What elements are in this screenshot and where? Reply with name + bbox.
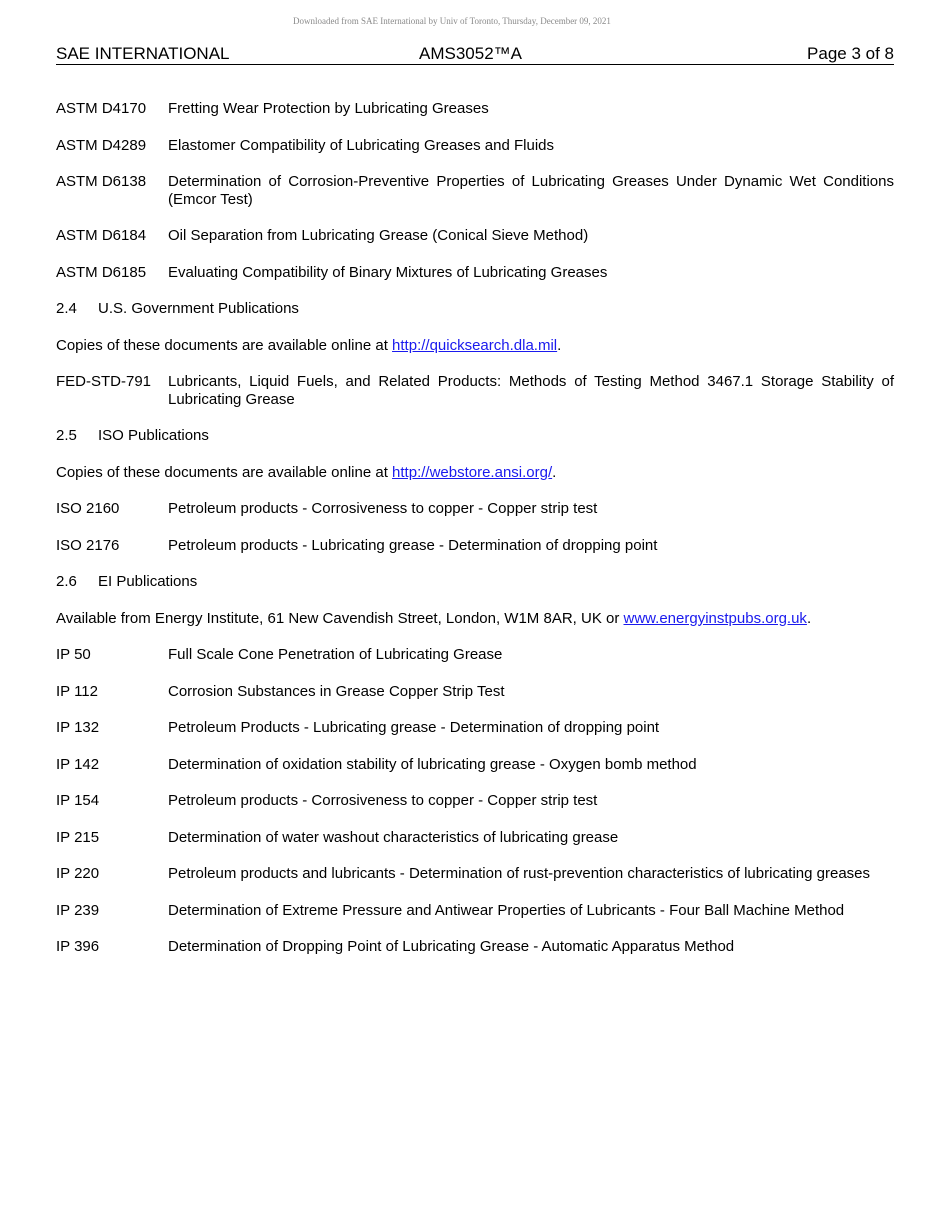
reference-item [56,756,894,774]
section-title: U.S. Government Publications [98,300,299,317]
availability-suffix: . [557,336,562,354]
reference-item [56,137,894,155]
section-heading-2-5 [56,427,894,445]
energyinst-link[interactable]: www.energyinstpubs.org.uk [623,609,807,627]
document-body [56,100,894,975]
reference-code: IP 239 [56,901,100,919]
reference-code: IP 215 [56,828,100,846]
reference-item [56,173,894,208]
reference-item [56,938,894,956]
reference-code: IP 396 [56,938,100,955]
reference-title: Determination of Corrosion-Preventive Properties of Lubricating Greases Under Dynamic Wet Conditions (Emcor Test) [168,173,894,208]
reference-title: Petroleum products - Corrosiveness to copper - Copper strip test [168,792,598,809]
section-heading-2-4 [56,300,894,318]
header-document-id: AMS3052™A [419,44,522,63]
reference-title: Determination of oxidation stability of lubricating grease - Oxygen bomb method [168,755,697,773]
reference-code: ISO 2160 [56,500,120,517]
reference-code: ASTM D6138 [56,173,147,190]
reference-code: ISO 2176 [56,536,120,554]
page-header [56,44,894,65]
reference-item [56,829,894,847]
reference-title: Full Scale Cone Penetration of Lubricating Grease [168,646,503,663]
reference-title: Petroleum products and lubricants - Determination of rust-prevention characteristics of lubricating greases [168,865,870,882]
reference-title: Elastomer Compatibility of Lubricating Greases and Fluids [168,136,555,154]
reference-title: Determination of Dropping Point of Lubricating Grease - Automatic Apparatus Method [168,938,735,955]
availability-suffix: . [806,609,812,627]
reference-item [56,227,894,245]
reference-code: ASTM D6185 [56,263,147,281]
availability-paragraph [56,337,894,355]
reference-code: ASTM D6184 [56,227,147,244]
iso-reference-list [56,500,894,554]
reference-item [56,865,894,883]
reference-item [56,792,894,810]
reference-title: Lubricants, Liquid Fuels, and Related Products: Methods of Testing Method 3467.1 Storage Stability of Lubricating Grease [168,373,894,408]
reference-title: Evaluating Compatibility of Binary Mixtures of Lubricating Greases [168,263,608,281]
reference-title: Oil Separation from Lubricating Grease (Conical Sieve Method) [168,227,589,244]
reference-item [56,902,894,920]
reference-code: IP 112 [56,682,98,700]
ansi-webstore-link[interactable]: http://webstore.ansi.org/ [392,463,553,481]
reference-code: FED-STD-791 [56,373,152,390]
reference-item [56,537,894,555]
section-title: ISO Publications [98,427,209,444]
section-number: 2.4 [56,300,77,317]
reference-code: IP 154 [56,792,100,809]
header-organization: SAE INTERNATIONAL [56,44,230,63]
reference-code: ASTM D4170 [56,100,147,117]
reference-code: ASTM D4289 [56,136,147,154]
download-note: Downloaded from SAE International by Univ of Toronto, Thursday, December 09, 2021 [293,16,611,26]
reference-item [56,373,894,408]
reference-item [56,719,894,737]
reference-item [56,646,894,664]
gov-reference-list [56,373,894,408]
reference-item [56,500,894,518]
availability-text: Copies of these documents are available online at [56,463,393,481]
reference-title: Fretting Wear Protection by Lubricating Greases [168,100,489,117]
reference-item [56,264,894,282]
reference-title: Petroleum Products - Lubricating grease - Determination of dropping point [168,719,660,736]
availability-suffix: . [552,463,557,481]
section-number: 2.5 [56,427,77,444]
reference-code: IP 132 [56,719,100,736]
astm-reference-list [56,100,894,281]
section-title: EI Publications [98,573,198,590]
reference-code: IP 50 [56,646,91,663]
availability-text: Available from Energy Institute, 61 New Cavendish Street, London, W1M 8AR, UK or [56,609,624,627]
quicksearch-link[interactable]: http://quicksearch.dla.mil [392,336,558,354]
reference-code: IP 220 [56,865,100,882]
reference-title: Petroleum products - Lubricating grease - Determination of dropping point [168,536,658,554]
reference-title: Corrosion Substances in Grease Copper Strip Test [168,682,505,700]
reference-code: IP 142 [56,755,100,773]
availability-paragraph [56,464,894,482]
reference-title: Petroleum products - Corrosiveness to copper - Copper strip test [168,500,598,517]
header-page-number: Page 3 of 8 [807,44,894,63]
ip-reference-list [56,646,894,956]
availability-text: Copies of these documents are available online at [56,336,393,354]
reference-item [56,100,894,118]
section-heading-2-6 [56,573,894,591]
reference-title: Determination of Extreme Pressure and Antiwear Properties of Lubricants - Four Ball Machine Method [168,901,845,919]
reference-title: Determination of water washout characteristics of lubricating grease [168,828,619,846]
availability-paragraph [56,610,894,628]
reference-item [56,683,894,701]
section-number: 2.6 [56,573,77,590]
